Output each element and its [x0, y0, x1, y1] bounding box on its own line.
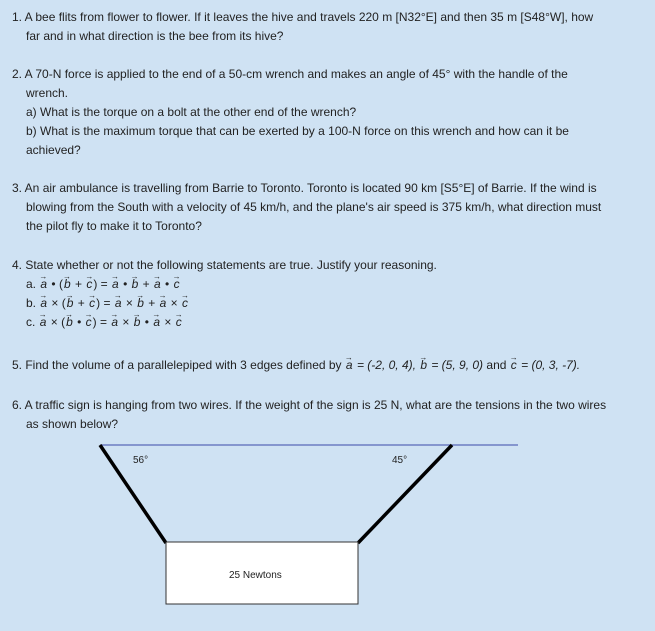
vector-a: → a [39, 294, 48, 313]
vector-b: → b [66, 294, 75, 313]
vector-b: → b [136, 294, 145, 313]
q4-b-label: b. [26, 296, 37, 310]
paren: ) [92, 315, 97, 329]
plus-op: + [148, 296, 156, 310]
q4-line1: 4. State whether or not the following statements are true. Justify your reasoning. [12, 258, 437, 272]
cross-op: × [125, 296, 133, 310]
vector-b: → b [419, 356, 428, 375]
q5-prefix: 5. Find the volume of a parallelepiped with 3 edges defined by [12, 358, 342, 372]
q5-c-value: = (0, 3, -7). [521, 358, 581, 372]
cross-op: × [122, 315, 130, 329]
dot-op: • [51, 277, 56, 291]
cross-op: × [50, 315, 58, 329]
cross-op: × [170, 296, 178, 310]
vector-a: → a [153, 275, 162, 294]
equals: = [100, 277, 108, 291]
equals: = [100, 315, 108, 329]
vector-c: → c [175, 313, 183, 332]
plus-op: + [77, 296, 85, 310]
vector-b: → b [131, 275, 140, 294]
dot-op: • [144, 315, 149, 329]
q1-line2: far and in what direction is the bee from its hive? [26, 29, 284, 43]
vector-a: → a [39, 313, 48, 332]
cross-op: × [164, 315, 172, 329]
vector-a: → a [114, 294, 123, 313]
vector-b: → b [133, 313, 142, 332]
paren: ( [61, 296, 66, 310]
q1-line1: 1. A bee flits from flower to flower. If it leaves the hive and travels 220 m [N32°E] and then 35 m [S48°W], how [12, 10, 594, 24]
vector-a: → a [159, 294, 168, 313]
angle-right-label: 45° [392, 455, 408, 466]
vector-a: → a [152, 313, 161, 332]
q2-part-a: a) What is the torque on a bolt at the other end of the wrench? [26, 105, 357, 119]
dot-op: • [123, 277, 128, 291]
dot-op: • [165, 277, 170, 291]
sign-weight-label: 25 Newtons [229, 570, 282, 581]
paren: ) [93, 277, 98, 291]
vector-c: → c [510, 356, 518, 375]
q4-c-label: c. [26, 315, 36, 329]
vector-c: → c [173, 275, 181, 294]
vector-a: → a [110, 313, 119, 332]
q4-a-label: a. [26, 277, 37, 291]
plus-op: + [74, 277, 82, 291]
vector-c: → c [88, 294, 96, 313]
q2-part-b-line1: b) What is the maximum torque that can be exerted by a 100-N force on this wrench and how can it be [26, 124, 569, 138]
q2-line2: wrench. [26, 86, 69, 100]
vector-c: → c [85, 313, 93, 332]
q5-and: and [486, 358, 507, 372]
q2-part-b-line2: achieved? [26, 143, 81, 157]
vector-a: → a [39, 275, 48, 294]
q3-line1: 3. An air ambulance is travelling from Barrie to Toronto. Toronto is located 90 km [S5°E] of Barrie. If the wind is [12, 181, 597, 195]
q6-line1: 6. A traffic sign is hanging from two wires. If the weight of the sign is 25 N, what are the tensions in the two wires [12, 398, 607, 412]
angle-left-label: 56° [133, 455, 149, 466]
cross-op: × [51, 296, 59, 310]
q3-line3: the pilot fly to make it to Toronto? [26, 219, 202, 233]
q3-line2: blowing from the South with a velocity of 45 km/h, and the plane's air speed is 375 km/h, what direction must [26, 200, 602, 214]
dot-op: • [77, 315, 82, 329]
vector-a: → a [345, 356, 354, 375]
paren: ( [58, 277, 63, 291]
vector-b: → b [65, 313, 74, 332]
q5-a-value: = (-2, 0, 4), [356, 358, 416, 372]
q2-line1: 2. A 70-N force is applied to the end of a 50-cm wrench and makes an angle of 45° with the handle of the [12, 67, 568, 81]
vector-c: → c [181, 294, 189, 313]
vector-b: → b [63, 275, 72, 294]
q5-b-value: = (5, 9, 0) [431, 358, 484, 372]
equals: = [103, 296, 111, 310]
paren: ) [96, 296, 101, 310]
vector-c: → c [85, 275, 93, 294]
plus-op: + [142, 277, 150, 291]
paren: ( [61, 315, 66, 329]
vector-a: → a [111, 275, 120, 294]
q6-line2: as shown below? [26, 417, 119, 431]
